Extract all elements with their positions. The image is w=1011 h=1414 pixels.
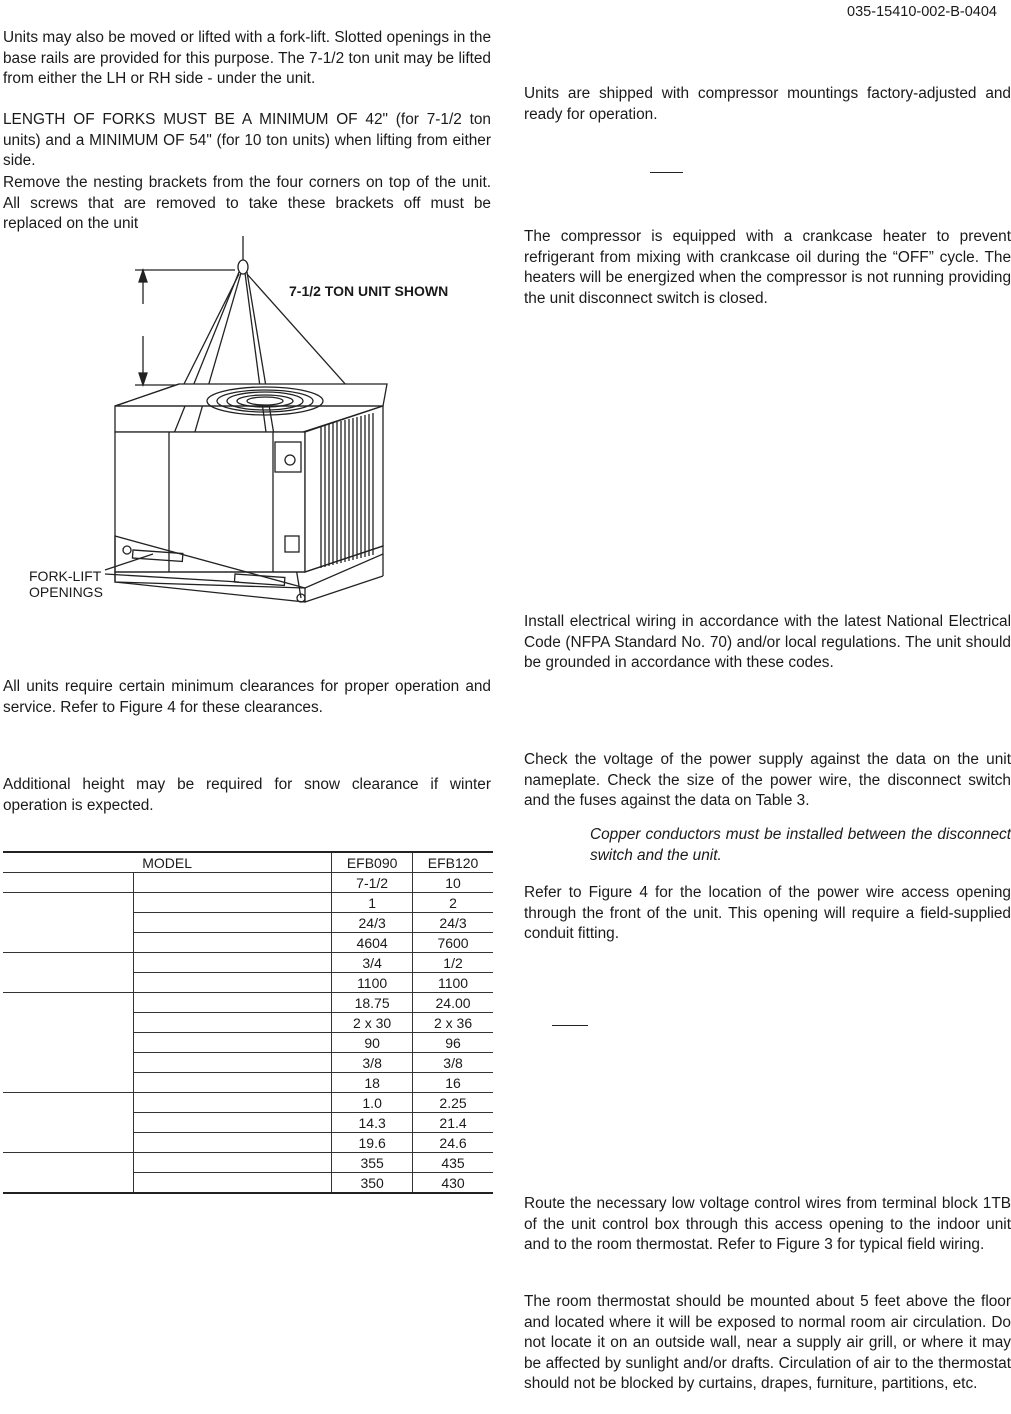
short-rule xyxy=(650,172,683,173)
clearances-paragraph: All units require certain minimum clearances for proper operation and service. Refer to Figure 4 for these clearances. xyxy=(3,678,491,716)
table-row xyxy=(3,873,493,893)
table-cell: 18.75 xyxy=(332,993,413,1013)
crankcase-heater-paragraph: The compressor is equipped with a crankcase heater to prevent refrigerant from mixing with crankcase oil during the “OFF” cycle. The heaters will be energized when the compressor is not running providing the unit disconnect switch is closed. xyxy=(524,228,1011,307)
table-cell: 7600 xyxy=(413,933,493,953)
table-cell: 4604 xyxy=(332,933,413,953)
table-row xyxy=(3,1013,493,1033)
short-rule xyxy=(552,1025,588,1026)
table-cell: 3/4 xyxy=(332,953,413,973)
electrical-wiring-paragraph: Install electrical wiring in accordance with the latest National Electrical Code (NFPA Standard No. 70) and/or local regulations. The unit should be grounded in accordance with these codes. xyxy=(524,613,1011,671)
table-cell: 430 xyxy=(413,1173,493,1194)
document-number: 035-15410-002-B-0404 xyxy=(847,4,997,20)
table-row xyxy=(3,893,493,913)
table-row xyxy=(3,1173,493,1194)
table-cell: 3/8 xyxy=(413,1053,493,1073)
table-row xyxy=(3,1073,493,1093)
table-cell: 24/3 xyxy=(413,913,493,933)
table-cell: 10 xyxy=(413,873,493,893)
table-row xyxy=(3,1113,493,1133)
table-header-row xyxy=(3,852,493,873)
table-cell: 3/8 xyxy=(332,1053,413,1073)
table-cell: 2 x 30 xyxy=(332,1013,413,1033)
lifting-figure xyxy=(3,236,491,616)
table-cell: 16 xyxy=(413,1073,493,1093)
table-cell: 19.6 xyxy=(332,1133,413,1153)
table-cell: 24/3 xyxy=(332,913,413,933)
table-cell: 1 xyxy=(332,893,413,913)
table-row xyxy=(3,993,493,1013)
copper-conductors-note: Copper conductors must be installed between the disconnect switch and the unit. xyxy=(590,826,1011,864)
table-cell: 24.00 xyxy=(413,993,493,1013)
compressor-mountings-paragraph: Units are shipped with compressor mountings factory-adjusted and ready for operation. xyxy=(524,85,1011,123)
forklift-label-line1: FORK-LIFT xyxy=(29,568,102,584)
table-cell: 90 xyxy=(332,1033,413,1053)
forklift-paragraph: Units may also be moved or lifted with a fork-lift. Slotted openings in the base rails are provided for this purpose. The 7-1/2 ton unit may be lifted from either the LH or RH side - under the unit. xyxy=(3,29,491,87)
table-row xyxy=(3,933,493,953)
table-cell: 355 xyxy=(332,1153,413,1173)
table-row xyxy=(3,1153,493,1173)
table-cell: 350 xyxy=(332,1173,413,1194)
control-wiring-paragraph: Route the necessary low voltage control wires from terminal block 1TB of the unit control box through this access opening to the indoor unit and to the room thermostat. Refer to Figure 3 for typical field wiring. xyxy=(524,1195,1011,1253)
table-cell: 2.25 xyxy=(413,1093,493,1113)
forklift-label-line2: OPENINGS xyxy=(29,584,103,600)
unit-specifications-table xyxy=(3,851,493,1194)
table-cell: 14.3 xyxy=(332,1113,413,1133)
table-cell: 96 xyxy=(413,1033,493,1053)
fork-length-paragraph: LENGTH OF FORKS MUST BE A MINIMUM OF 42" (for 7-1/2 ton units) and a MINIMUM OF 54" (for 10 ton units) when lifting from either side. xyxy=(3,111,491,169)
thermostat-paragraph: The room thermostat should be mounted about 5 feet above the floor and located where it will be exposed to normal room air circulation. Do not locate it on an outside wall, near a supply air grill, or where it may be affected by sunlight and/or drafts. Circulation of air to the thermostat should not be blocked by curtains, drapes, furniture, partitions, etc. xyxy=(524,1293,1011,1392)
table-cell: 7-1/2 xyxy=(332,873,413,893)
table-cell: 1/2 xyxy=(413,953,493,973)
table-row xyxy=(3,1033,493,1053)
table-cell: 2 x 36 xyxy=(413,1013,493,1033)
snow-clearance-paragraph: Additional height may be required for snow clearance if winter operation is expected. xyxy=(3,776,491,814)
table-cell: 18 xyxy=(332,1073,413,1093)
power-wire-access-paragraph: Refer to Figure 4 for the location of the power wire access opening through the front of the unit. This opening will require a field-supplied conduit fitting. xyxy=(524,884,1011,942)
table-row xyxy=(3,1133,493,1153)
figure-caption: 7-1/2 TON UNIT SHOWN xyxy=(289,283,449,299)
model-header: MODEL xyxy=(3,852,332,873)
table-row xyxy=(3,1093,493,1113)
table-cell: 21.4 xyxy=(413,1113,493,1133)
table-cell: 1.0 xyxy=(332,1093,413,1113)
efb090-header: EFB090 xyxy=(332,852,413,873)
table-cell: 1100 xyxy=(332,973,413,993)
nesting-brackets-paragraph: Remove the nesting brackets from the four corners on top of the unit. All screws that are removed to take these brackets off must be replaced on the unit xyxy=(3,174,491,232)
table-row xyxy=(3,913,493,933)
table-cell: 435 xyxy=(413,1153,493,1173)
voltage-check-paragraph: Check the voltage of the power supply against the data on the unit nameplate. Check the size of the power wire, the disconnect switch and the fuses against the data on Table 3. xyxy=(524,751,1011,809)
table-cell: 1100 xyxy=(413,973,493,993)
table-cell: 24.6 xyxy=(413,1133,493,1153)
table-cell: 2 xyxy=(413,893,493,913)
efb120-header: EFB120 xyxy=(413,852,493,873)
table-row xyxy=(3,953,493,973)
table-row xyxy=(3,973,493,993)
table-row xyxy=(3,1053,493,1073)
forklift-openings-label xyxy=(29,568,103,600)
